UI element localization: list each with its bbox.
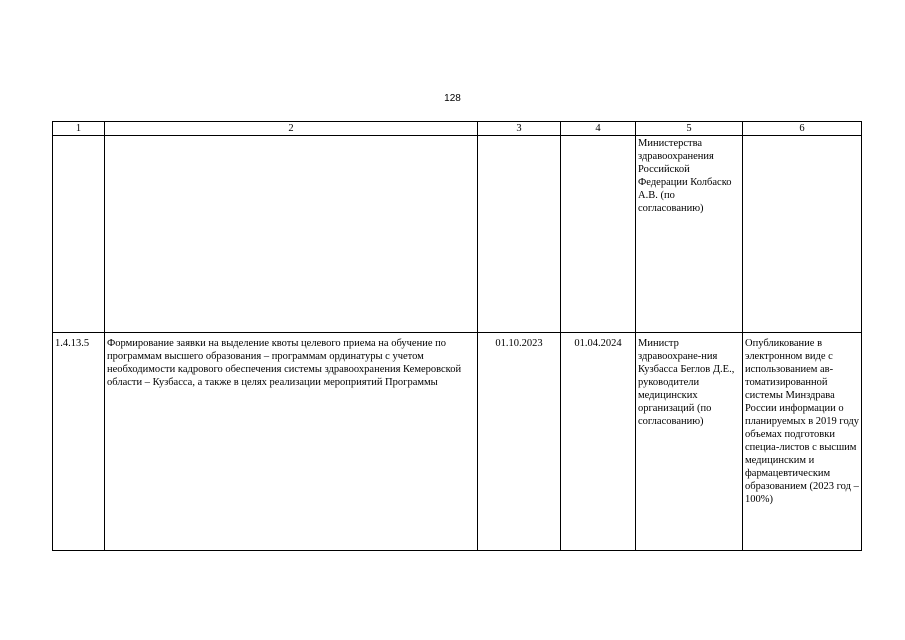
cell-start-date: 01.10.2023 [478, 333, 561, 551]
header-col-6: 6 [743, 122, 862, 136]
header-col-1: 1 [53, 122, 105, 136]
header-col-2: 2 [105, 122, 478, 136]
cell-activity: Формирование заявки на выделение квоты целевого приема на обучение по программам высшего образования – программам ординатуры с учетом необходимости кадрового обеспечения системы здравоохранения Кемеровской области – Кузбасса, а также в целях реализации мероприятий Программы [105, 333, 478, 551]
cell-number [53, 136, 105, 333]
header-col-4: 4 [561, 122, 636, 136]
header-col-3: 3 [478, 122, 561, 136]
header-col-5: 5 [636, 122, 743, 136]
plan-table [52, 121, 862, 551]
cell-activity [105, 136, 478, 333]
cell-start-date [478, 136, 561, 333]
cell-end-date [561, 136, 636, 333]
cell-responsible: Министерства здравоохранения Российской Федерации Колбаско А.В. (по согласованию) [636, 136, 743, 333]
cell-responsible: Министр здравоохране-ния Кузбасса Беглов Д.Е., руководители медицинских организаций (по согласованию) [636, 333, 743, 551]
table-row [53, 136, 862, 333]
table-row [53, 333, 862, 551]
cell-end-date: 01.04.2024 [561, 333, 636, 551]
cell-result [743, 136, 862, 333]
header-row [53, 122, 862, 136]
page-number: 128 [444, 93, 461, 104]
cell-number: 1.4.13.5 [53, 333, 105, 551]
cell-result: Опубликование в электронном виде с использованием ав-томатизированной системы Минздрава России информации о планируемых в 2019 году объемах подготовки специа-листов с высшим медицинским и фармацевтическим образованием (2023 год – 100%) [743, 333, 862, 551]
